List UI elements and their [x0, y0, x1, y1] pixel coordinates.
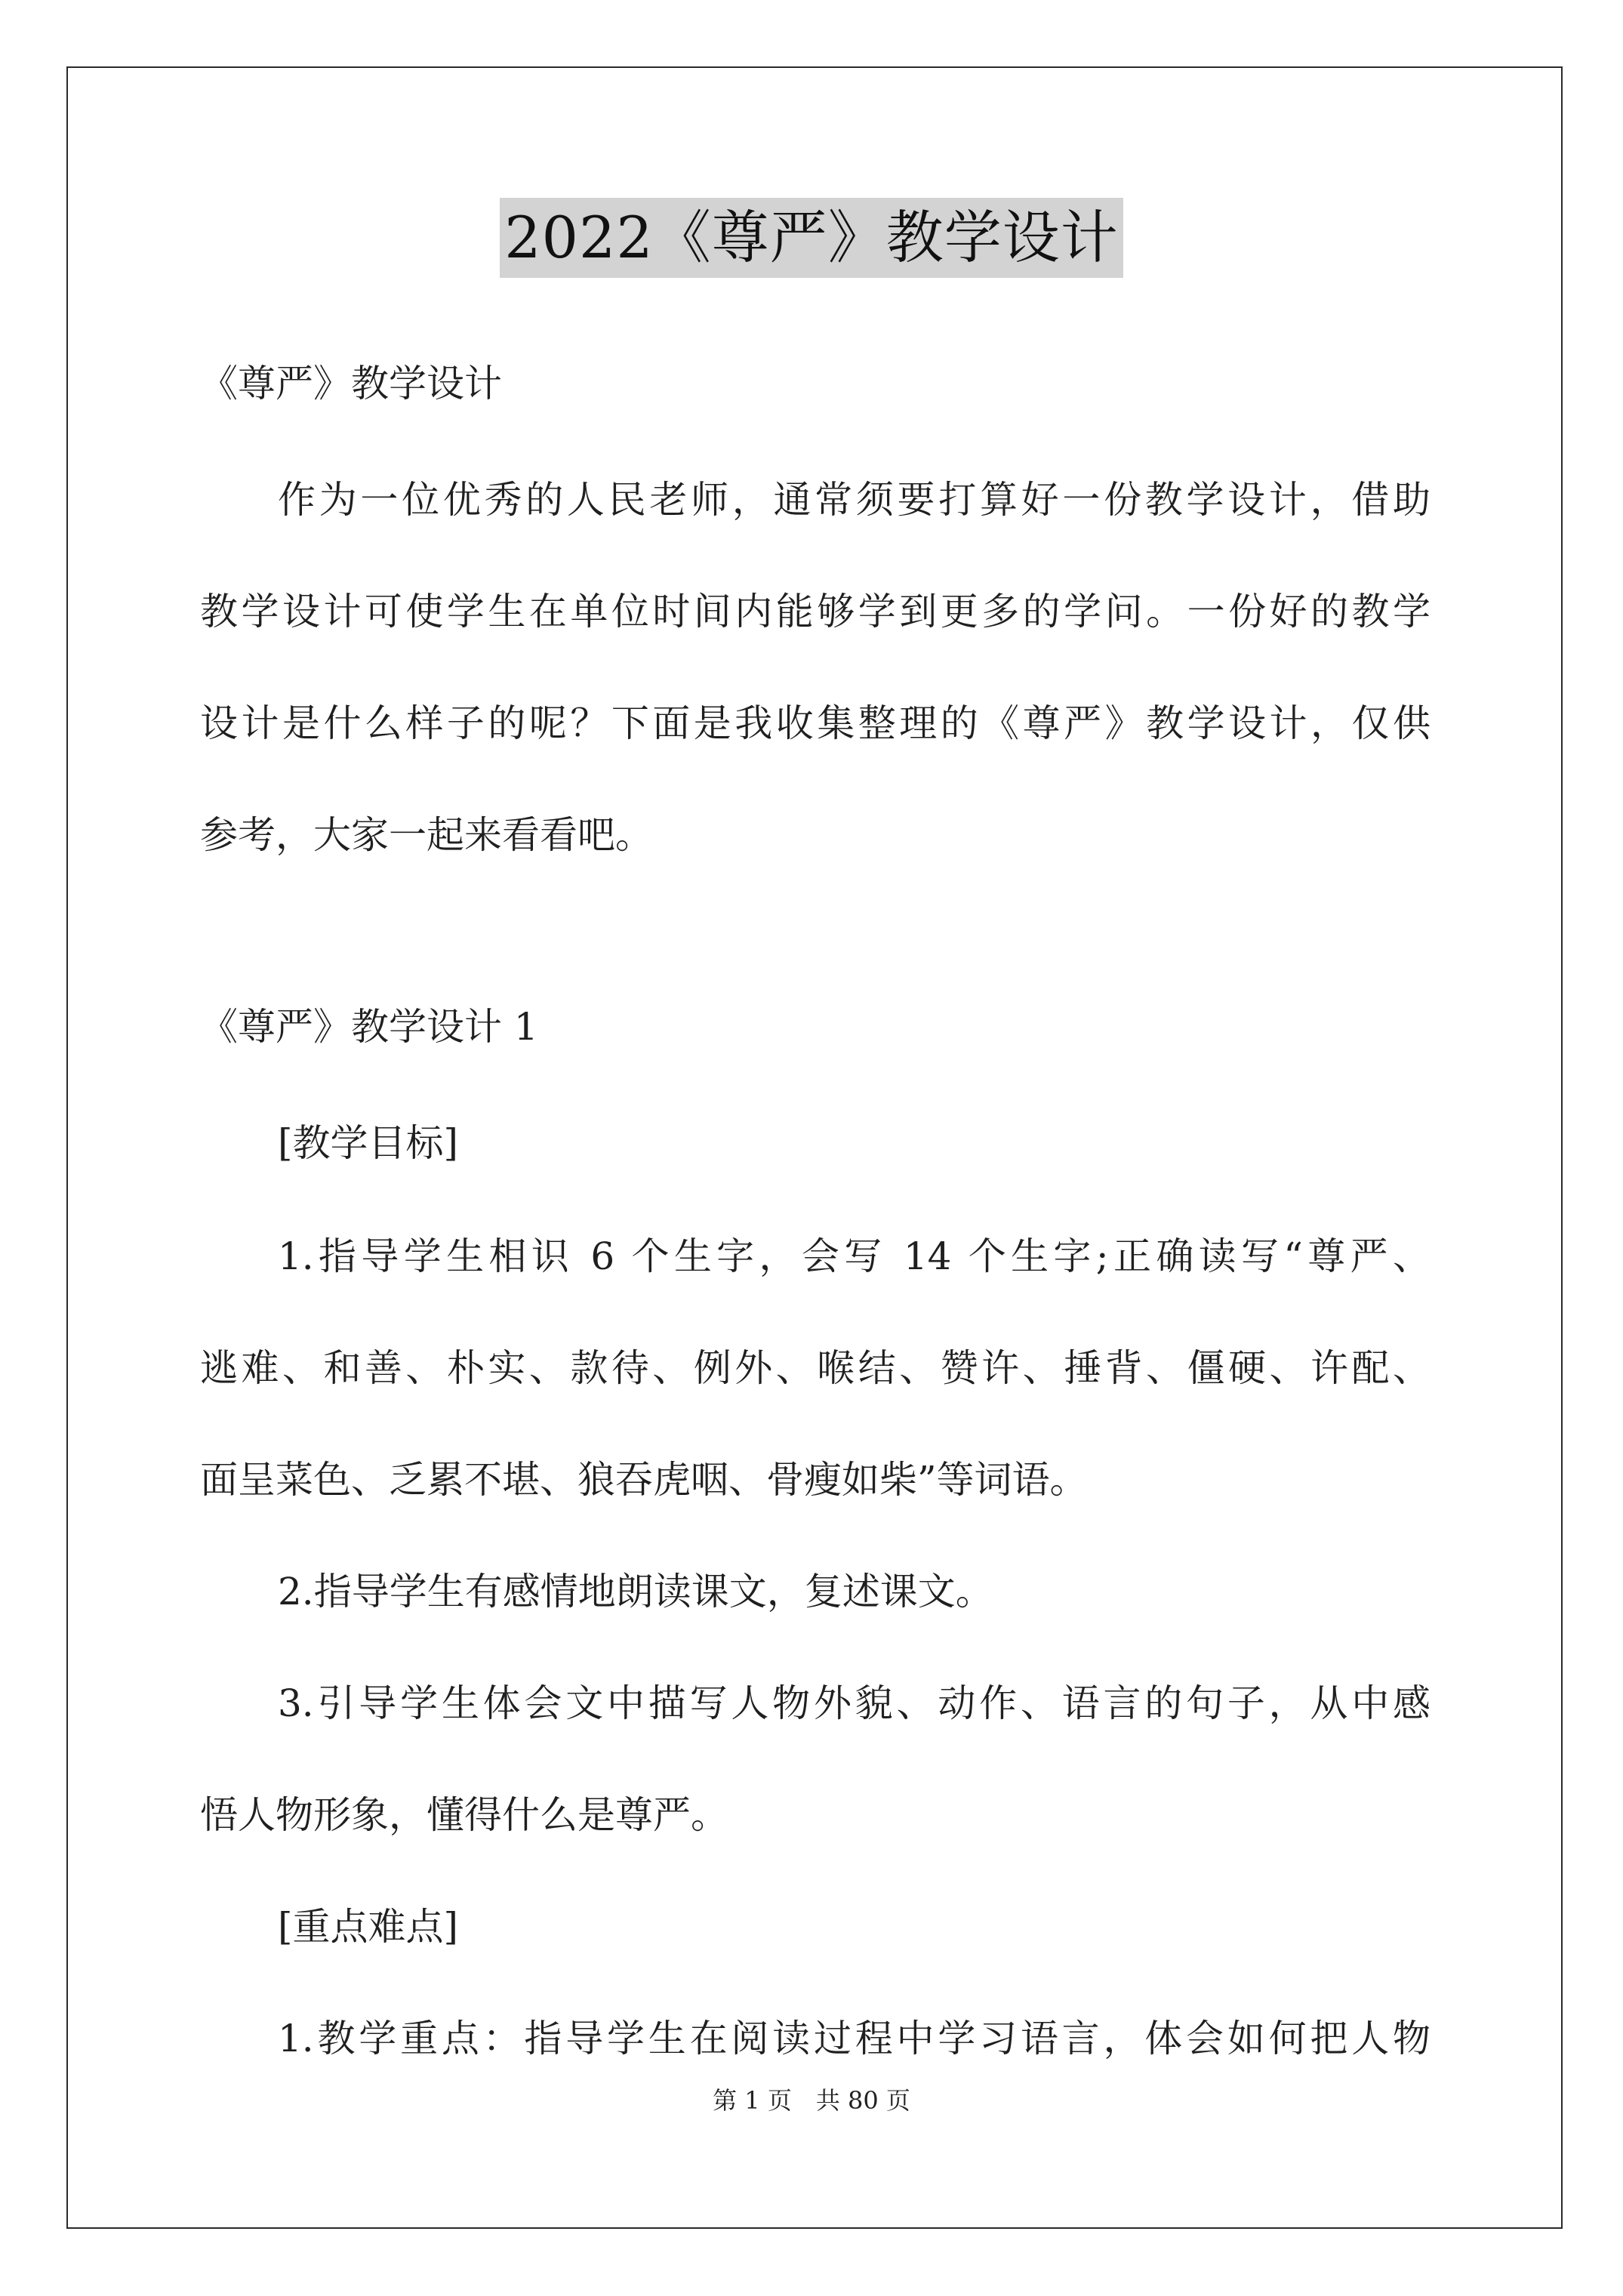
paragraph-line: 设计是什么样子的呢？下面是我收集整理的《尊严》教学设计，仅供	[200, 701, 1431, 745]
paragraph-line: 3.引导学生体会文中描写人物外貌、动作、语言的句子，从中感	[278, 1681, 1431, 1725]
subsection-label-key-points: [重点难点]	[278, 1905, 459, 1949]
page-footer: 第 1 页 共 80 页	[713, 2086, 910, 2115]
paragraph-line: 参考，大家一起来看看吧。	[200, 813, 653, 857]
paragraph-line: 1.指导学生相识 6 个生字，会写 14 个生字;正确读写“尊严、	[278, 1234, 1431, 1278]
paragraph-line: 作为一位优秀的人民老师，通常须要打算好一份教学设计，借助	[278, 478, 1431, 522]
section-heading: 《尊严》教学设计 1	[200, 1005, 538, 1049]
heading-intro: 《尊严》教学设计	[200, 362, 502, 405]
subsection-label-objectives: [教学目标]	[278, 1121, 459, 1165]
document-title: 2022《尊严》教学设计	[500, 198, 1123, 278]
paragraph-line: 悟人物形象，懂得什么是尊严。	[200, 1793, 728, 1837]
paragraph-line: 2.指导学生有感情地朗读课文，复述课文。	[278, 1570, 993, 1613]
title-container	[0, 198, 1623, 278]
paragraph-line: 面呈菜色、乏累不堪、狼吞虎咽、骨瘦如柴”等词语。	[200, 1458, 1088, 1502]
paragraph-line: 1.教学重点：指导学生在阅读过程中学习语言，体会如何把人物	[278, 2017, 1431, 2060]
paragraph-line: 逃难、和善、朴实、款待、例外、喉结、赞许、捶背、僵硬、许配、	[200, 1346, 1431, 1390]
paragraph-line: 教学设计可使学生在单位时间内能够学到更多的学问。一份好的教学	[200, 590, 1431, 633]
